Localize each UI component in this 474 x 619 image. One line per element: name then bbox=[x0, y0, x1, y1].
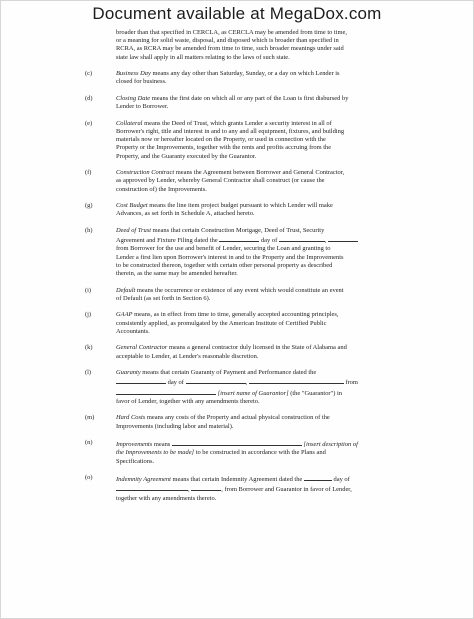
definition-improvements: (n) Improvements means [insert description of the Improvements to be made] to be constructed in accordance with the Plans and Specifications. bbox=[85, 439, 358, 465]
section-label: (f) bbox=[85, 169, 92, 177]
section-label: (n) bbox=[85, 439, 93, 447]
section-label: (k) bbox=[85, 344, 93, 352]
defined-term: Cost Budget bbox=[116, 202, 148, 210]
definition-collateral: (e) Collateral means the Deed of Trust, which grants Lender a security interest in all of Borrower's right, title and interest in and to any and all equipment, fixtures, and building materials now or hereafter located on the Property, or used in connection with the Property or the Improvements, together with the rents and profits accruing from the Property, and the Guaranty executed by the Guarantor. bbox=[85, 119, 345, 160]
blank-line bbox=[304, 474, 332, 481]
defined-term: Deed of Trust bbox=[116, 227, 152, 234]
definition-construction-contract: (f) Construction Contract means the Agreement between Borrower and General Contractor, as approved by Lender, whereby General Contractor shall construct (or cause the construction of) the Improvements. bbox=[85, 169, 345, 193]
section-label: (l) bbox=[85, 369, 92, 377]
defined-term: Closing Date bbox=[116, 95, 151, 102]
definition-default: (i) Default means the occurrence or existence of any event which would constitute an event of Default (as set forth in Section 6). bbox=[85, 286, 344, 302]
defined-term: Business Day bbox=[116, 70, 151, 78]
section-label: (h) bbox=[85, 227, 93, 234]
defined-term: Hard Costs bbox=[116, 414, 146, 422]
section-label: (i) bbox=[85, 286, 92, 294]
defined-term: Guaranty bbox=[116, 369, 141, 377]
section-label: (d) bbox=[85, 95, 93, 102]
definition-closing-date: (d) Closing Date means the first date on which all or any part of the Loan is first disbursed by Lender to Borrower. bbox=[85, 95, 349, 111]
definition-hard-costs: (m) Hard Costs means any costs of the Property and actual physical construction of the Improvements (including labor and material). bbox=[85, 414, 330, 430]
defined-term: Collateral bbox=[116, 119, 143, 127]
defined-term: Indemnity Agreement bbox=[116, 476, 171, 484]
definition-cost-budget: (g) Cost Budget means the line item project budget pursuant to which Lender will make Advances, as set forth in Schedule A, attached hereto. bbox=[85, 202, 333, 218]
blank-line bbox=[328, 235, 358, 242]
section-label: (o) bbox=[85, 474, 93, 482]
blank-line bbox=[172, 439, 302, 446]
section-label: (m) bbox=[85, 414, 95, 422]
defined-term: GAAP bbox=[116, 311, 133, 319]
definition-deed-of-trust: (h) Deed of Trust means that certain Construction Mortgage, Deed of Trust, Security Agreement and Fixture Filing dated the day of , from Borrower for the use and benefit of Lender, securing the Loan and granting to Lender a first lien upon Borrower's interest in and to the Property and the Improvements to be constructed thereon, together with certain other personal property as described therein, as the same may be amended hereafter. bbox=[1, 227, 473, 278]
defined-term: Construction Contract bbox=[116, 169, 175, 177]
blank-line bbox=[279, 235, 325, 242]
definition-guaranty: (l) Guaranty means that certain Guaranty of Payment and Performance dated the day of , from [insert name of Guarantor] (the "Guarantor") in favor of Lender, together with any amendments thereto. bbox=[85, 369, 358, 405]
intro-paragraph: broader than that specified in CERCLA, as CERCLA may be amended from time to time, or a meaning for solid waste, disposal, and disposed which is broader than specified in RCRA, as RCRA may be amended from time to time, such broader meanings under said state law shall apply in all matters relating to the laws of such state. bbox=[116, 29, 347, 61]
blank-line bbox=[186, 377, 246, 384]
document-body bbox=[1, 29, 473, 503]
blank-line bbox=[116, 484, 188, 491]
defined-term: General Contractor bbox=[116, 344, 168, 352]
blank-line bbox=[116, 377, 166, 384]
section-label: (j) bbox=[85, 311, 92, 319]
section-label: (c) bbox=[85, 70, 93, 78]
banner-text: Document available at MegaDox.com bbox=[92, 4, 382, 23]
defined-term: Default bbox=[116, 286, 136, 294]
section-label: (e) bbox=[85, 119, 93, 127]
blank-line bbox=[116, 388, 216, 395]
definition-gaap: (j) GAAP means, as in effect from time to time, generally accepted accounting principles, consistently applied, as promulgated by the American Institute of Certified Public Accountants. bbox=[85, 311, 339, 335]
blank-line bbox=[219, 235, 259, 242]
defined-term: Improvements bbox=[116, 441, 153, 449]
definition-general-contractor: (k) General Contractor means a general contractor duly licensed in the State of Alabama and acceptable to Lender, at Lender's reasonable discretion. bbox=[85, 344, 347, 360]
definition-indemnity-agreement: (o) Indemnity Agreement means that certain Indemnity Agreement dated the day of , , from Borrower and Guarantor in favor of Lender, together with any amendments thereto. bbox=[85, 474, 352, 502]
definition-business-day: (c) Business Day means any day other than Saturday, Sunday, or a day on which Lender is closed for business. bbox=[85, 70, 340, 86]
blank-line bbox=[191, 484, 221, 491]
section-label: (g) bbox=[85, 202, 93, 210]
blank-line bbox=[249, 377, 344, 384]
